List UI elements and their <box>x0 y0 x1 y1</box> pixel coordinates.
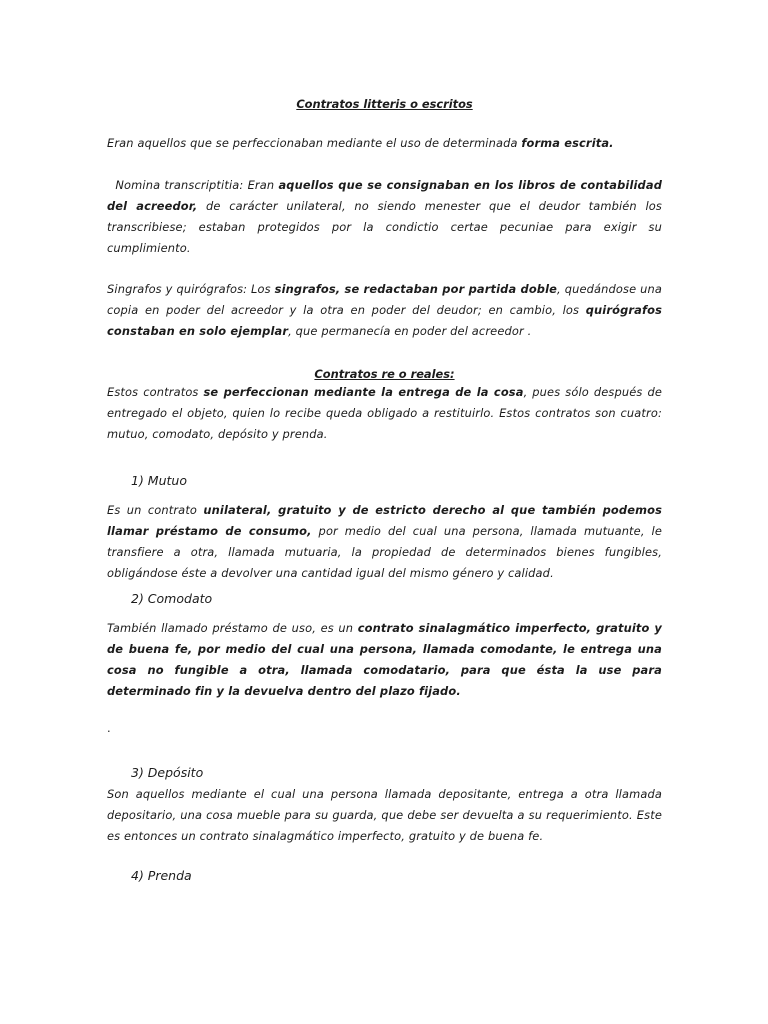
paragraph-mutuo <box>107 500 662 584</box>
nomina-text-a: Eran <box>243 178 279 192</box>
singrafos-bold-1: singrafos, se redactaban por partida doble <box>274 282 558 296</box>
paragraph-comodato <box>107 618 662 702</box>
mutuo-bold: unilateral, gratuito y de estricto derecho al que también podemos llamar préstamo de consumo, <box>107 503 662 538</box>
reales-text-c: , pues sólo después de entregado el objeto, quien lo recibe queda obligado a restituirlo. Estos contratos son cuatro: mutuo, comodato, depósito y prenda. <box>107 385 662 441</box>
paragraph-singrafos <box>107 279 662 342</box>
heading-comodato: 2) Comodato <box>131 591 213 606</box>
paragraph-deposito: Son aquellos mediante el cual una persona llamada depositante, entrega a otra llamada depositario, una cosa mueble para su guarda, que debe ser devuelta a su requerimiento. Este es entonces un contrato sinalagmático imperfecto, gratuito y de buena fe. <box>107 787 662 843</box>
document-page <box>107 0 662 1024</box>
section-title-reales: Contratos re o reales: <box>314 367 455 381</box>
comodato-text-a: También llamado préstamo de uso, es un <box>107 621 358 635</box>
intro-bold: forma escrita. <box>521 136 614 150</box>
paragraph-reales <box>107 382 662 445</box>
reales-bold: se perfeccionan mediante la entrega de la cosa <box>203 385 524 399</box>
nomina-text-c: de carácter unilateral, no siendo menester que el deudor también los transcribiese; estaban protegidos por la <box>107 199 662 234</box>
nomina-text-e: para exigir su cumplimiento. <box>107 220 662 255</box>
section-title-litteris: Contratos litteris o escritos <box>296 97 473 111</box>
heading-deposito: 3) Depósito <box>131 765 204 780</box>
paragraph-nomina <box>107 175 662 259</box>
heading-mutuo: 1) Mutuo <box>131 473 187 488</box>
singrafos-text-e: , que permanecía en poder del acreedor . <box>288 324 532 338</box>
singrafos-text-a: Los <box>247 282 275 296</box>
heading-prenda: 4) Prenda <box>131 868 192 883</box>
singrafos-text-c: , quedándose una copia en poder del acreedor y la otra en poder del deudor; en cambio, los <box>107 282 662 317</box>
nomina-bold: aquellos que se consignaban en los libros de contabilidad del acreedor, <box>107 178 663 213</box>
mutuo-text-c: por medio del cual una persona, llamada mutuante, le transfiere a otra, llamada mutuaria, la propiedad de determinados bienes fungibles, obligándose éste a devolver una cantidad igual del mismo género y calidad. <box>107 524 662 580</box>
singrafos-bold-2: quirógrafos constaban en solo ejemplar <box>107 303 662 338</box>
comodato-bold: contrato sinalagmático imperfecto, gratuito y de buena fe, por medio del cual una persona, llamada comodante, le entrega una cosa no fungible a otra, llamada comodatario, para que ésta la use para determinado fin y la devuelva dentro del plazo fijado. <box>107 621 663 698</box>
stray-dot: . <box>107 721 111 735</box>
nomina-lead: Nomina transcriptitia: <box>115 178 244 192</box>
mutuo-text-a: Es un contrato <box>107 503 204 517</box>
paragraph-litteris-intro <box>107 133 662 154</box>
nomina-latin: condictio certae pecuniae <box>385 220 554 234</box>
reales-text-a: Estos contratos <box>107 385 204 399</box>
intro-text: Eran aquellos que se perfeccionaban mediante el uso de determinada <box>107 136 522 150</box>
singrafos-lead: Singrafos y quirógrafos: <box>107 282 248 296</box>
